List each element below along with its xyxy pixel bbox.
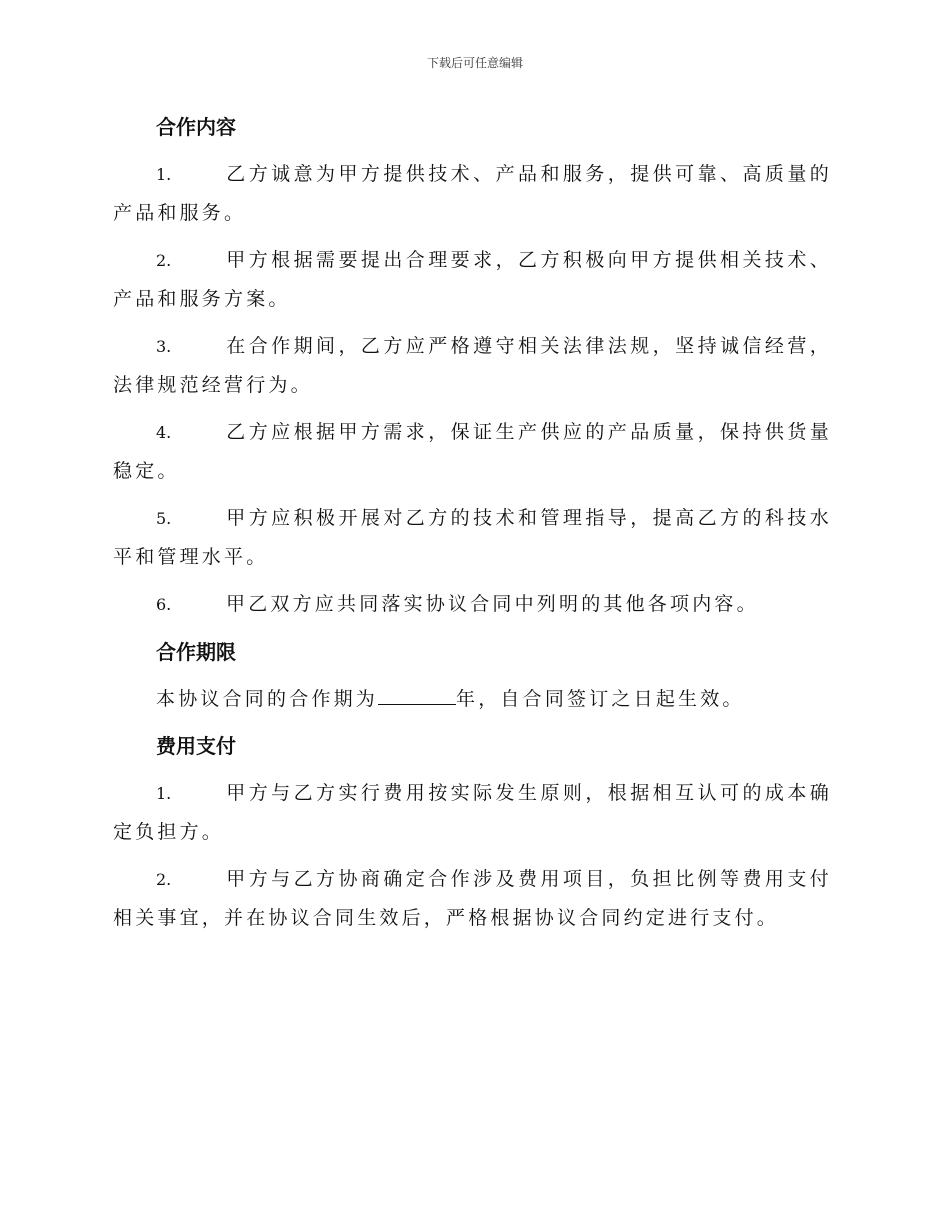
term-text-before: 本协议合同的合作期为 xyxy=(156,688,379,710)
list-item xyxy=(113,241,832,318)
list-item-text: 甲乙双方应共同落实协议合同中列明的其他各项内容。 xyxy=(226,593,759,615)
list-item xyxy=(113,774,832,851)
list-item-number: 1. xyxy=(156,165,172,184)
list-item-number: 5. xyxy=(156,509,172,528)
section-heading-cooperation-term: 合作期限 xyxy=(156,640,236,664)
page-header: 下载后可任意编辑 xyxy=(426,56,523,70)
list-item-number: 2. xyxy=(156,870,172,889)
list-item-number: 2. xyxy=(156,251,172,270)
list-item xyxy=(113,155,832,232)
term-text-after: 年，自合同签订之日起生效。 xyxy=(456,688,745,710)
list-item xyxy=(113,860,832,937)
list-item xyxy=(113,413,832,490)
list-item-number: 1. xyxy=(156,784,172,803)
term-paragraph xyxy=(113,680,832,718)
document-body xyxy=(113,108,832,946)
term-years-blank xyxy=(378,684,456,705)
list-item-text: 乙方诚意为甲方提供技术、产品和服务，提供可靠、高质量的产品和服务。 xyxy=(113,163,832,224)
list-item-text: 甲方与乙方协商确定合作涉及费用项目，负担比例等费用支付相关事宜，并在协议合同生效后，严格根据协议合同约定进行支付。 xyxy=(113,868,832,929)
list-item-number: 3. xyxy=(156,337,172,356)
list-item-text: 在合作期间，乙方应严格遵守相关法律法规，坚持诚信经营，法律规范经营行为。 xyxy=(113,335,832,396)
list-item-number: 6. xyxy=(156,595,172,614)
list-item xyxy=(113,499,832,576)
list-item-text: 甲方与乙方实行费用按实际发生原则，根据相互认可的成本确定负担方。 xyxy=(113,782,832,843)
section-heading-fee-payment: 费用支付 xyxy=(156,734,236,758)
section-heading-cooperation-content: 合作内容 xyxy=(156,115,236,139)
list-item-text: 甲方应积极开展对乙方的技术和管理指导，提高乙方的科技水平和管理水平。 xyxy=(113,507,832,568)
list-item-text: 乙方应根据甲方需求，保证生产供应的产品质量，保持供货量稳定。 xyxy=(113,421,832,482)
list-item xyxy=(113,585,832,624)
list-item-number: 4. xyxy=(156,423,172,442)
list-item xyxy=(113,327,832,404)
list-item-text: 甲方根据需要提出合理要求，乙方积极向甲方提供相关技术、产品和服务方案。 xyxy=(113,249,832,310)
